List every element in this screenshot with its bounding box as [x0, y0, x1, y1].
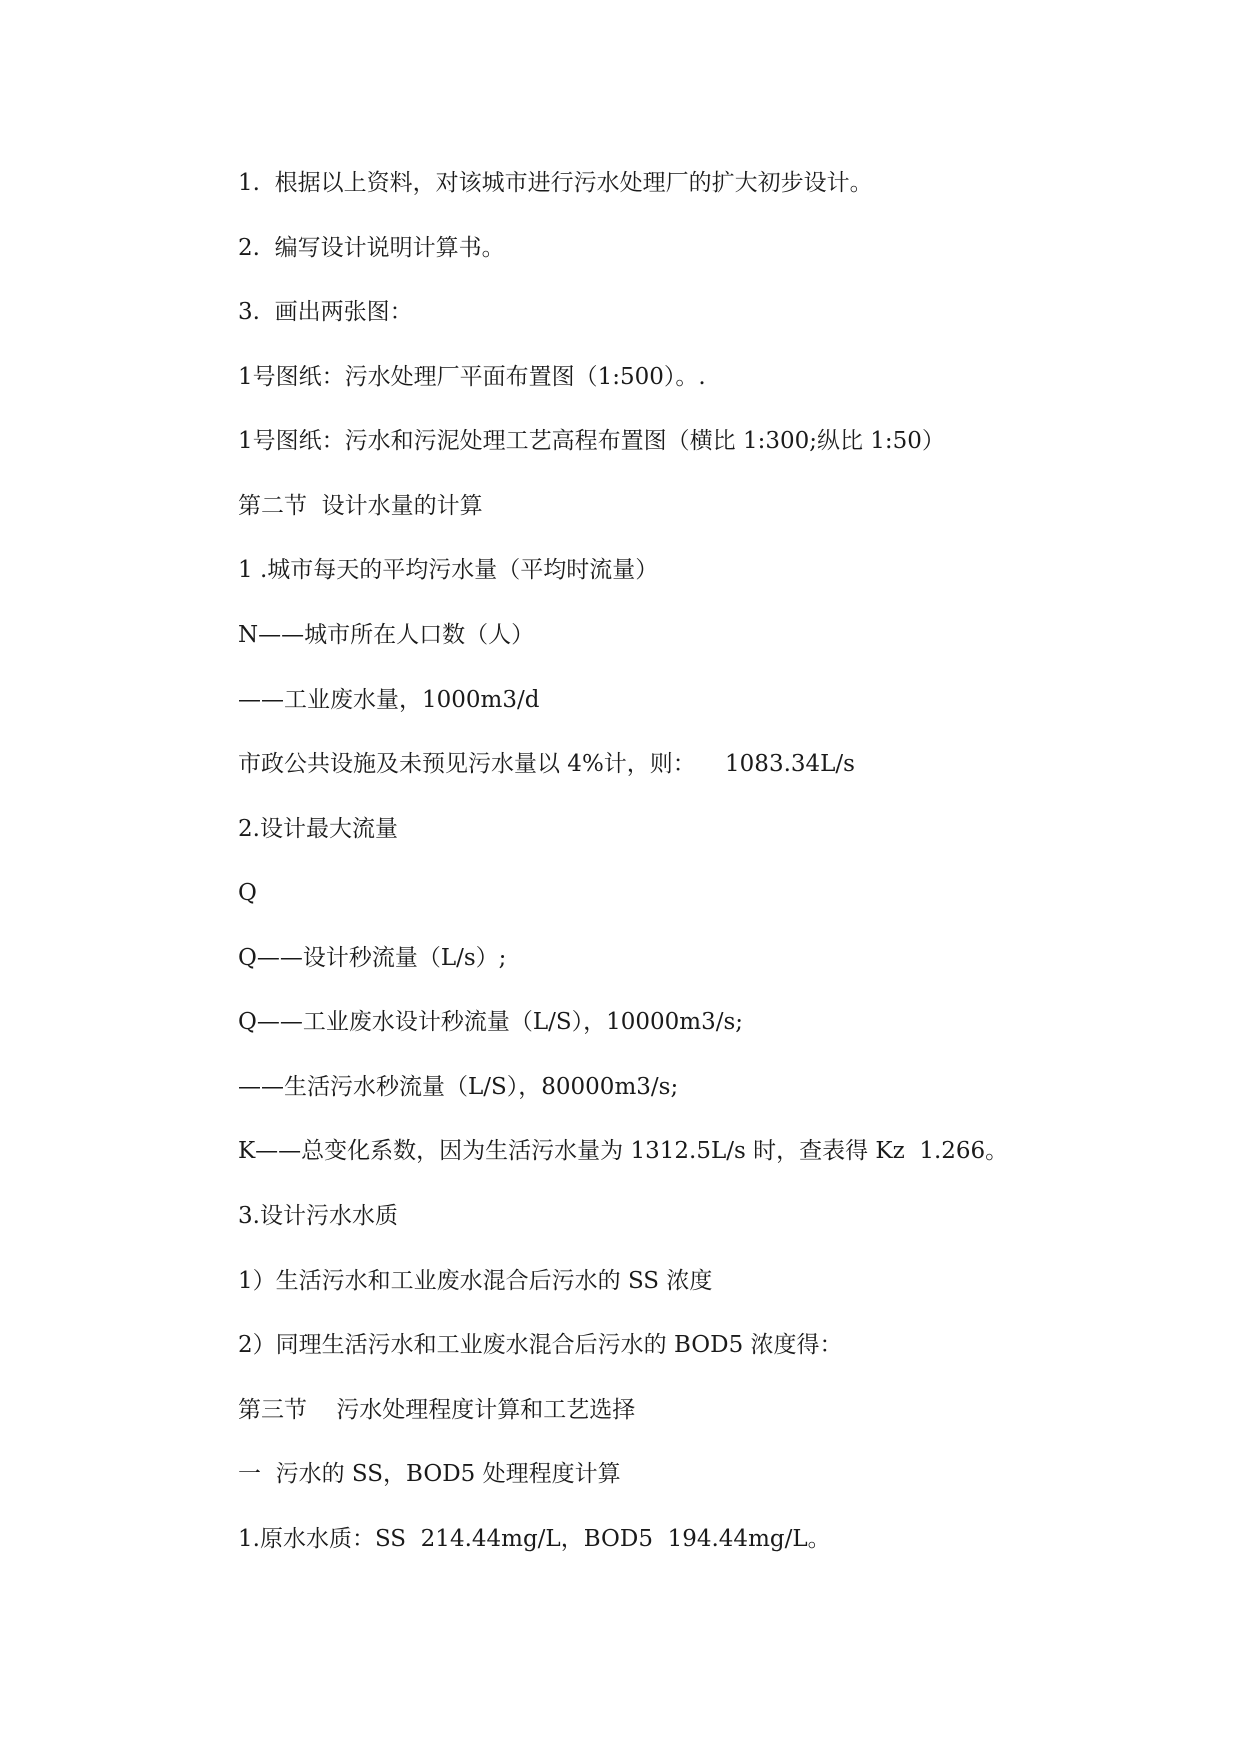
section-3-heading: 第三节 污水处理程度计算和工艺选择 [238, 1397, 636, 1423]
formula-q: Q [238, 880, 257, 906]
average-flow-heading: 1 .城市每天的平均污水量（平均时流量） [238, 557, 659, 583]
raw-water-quality-line: 1.原水水质：SS 214.44mg/L，BOD5 194.44mg/L。 [238, 1526, 831, 1552]
water-quality-heading: 3.设计污水水质 [238, 1203, 398, 1229]
drawing-elevation-layout: 1号图纸：污水和污泥处理工艺高程布置图（横比 1:300;纵比 1:50） [238, 428, 945, 454]
section-2-heading: 第二节 设计水量的计算 [238, 493, 483, 519]
population-definition: N——城市所在人口数（人） [238, 622, 535, 648]
item-2-calc-book: 2. 编写设计说明计算书。 [238, 235, 505, 261]
bod5-concentration-line: 2）同理生活污水和工业废水混合后污水的 BOD5 浓度得： [238, 1332, 843, 1358]
domestic-flow-definition: ——生活污水秒流量（L/S），80000m3/s; [238, 1074, 679, 1100]
industrial-flow-definition: Q——工业废水设计秒流量（L/S），10000m3/s; [238, 1009, 744, 1035]
public-facilities-line: 市政公共设施及未预见污水量以 4%计，则： 1083.34L/s [238, 751, 855, 777]
item-1-design-task: 1. 根据以上资料，对该城市进行污水处理厂的扩大初步设计。 [238, 170, 873, 196]
treatment-degree-heading: 一 污水的 SS，BOD5 处理程度计算 [238, 1461, 621, 1487]
item-3-drawings: 3. 画出两张图： [238, 299, 413, 325]
max-flow-heading: 2.设计最大流量 [238, 816, 398, 842]
drawing-plan-layout: 1号图纸：污水处理厂平面布置图（1:500）。. [238, 364, 706, 390]
variation-coefficient-line: K——总变化系数，因为生活污水量为 1312.5L/s 时，查表得 Kz 1.266。 [238, 1138, 1009, 1164]
ss-concentration-line: 1）生活污水和工业废水混合后污水的 SS 浓度 [238, 1268, 713, 1294]
design-flow-definition: Q——设计秒流量（L/s）; [238, 945, 507, 971]
industrial-wastewater-definition: ——工业废水量，1000m3/d [238, 687, 540, 713]
